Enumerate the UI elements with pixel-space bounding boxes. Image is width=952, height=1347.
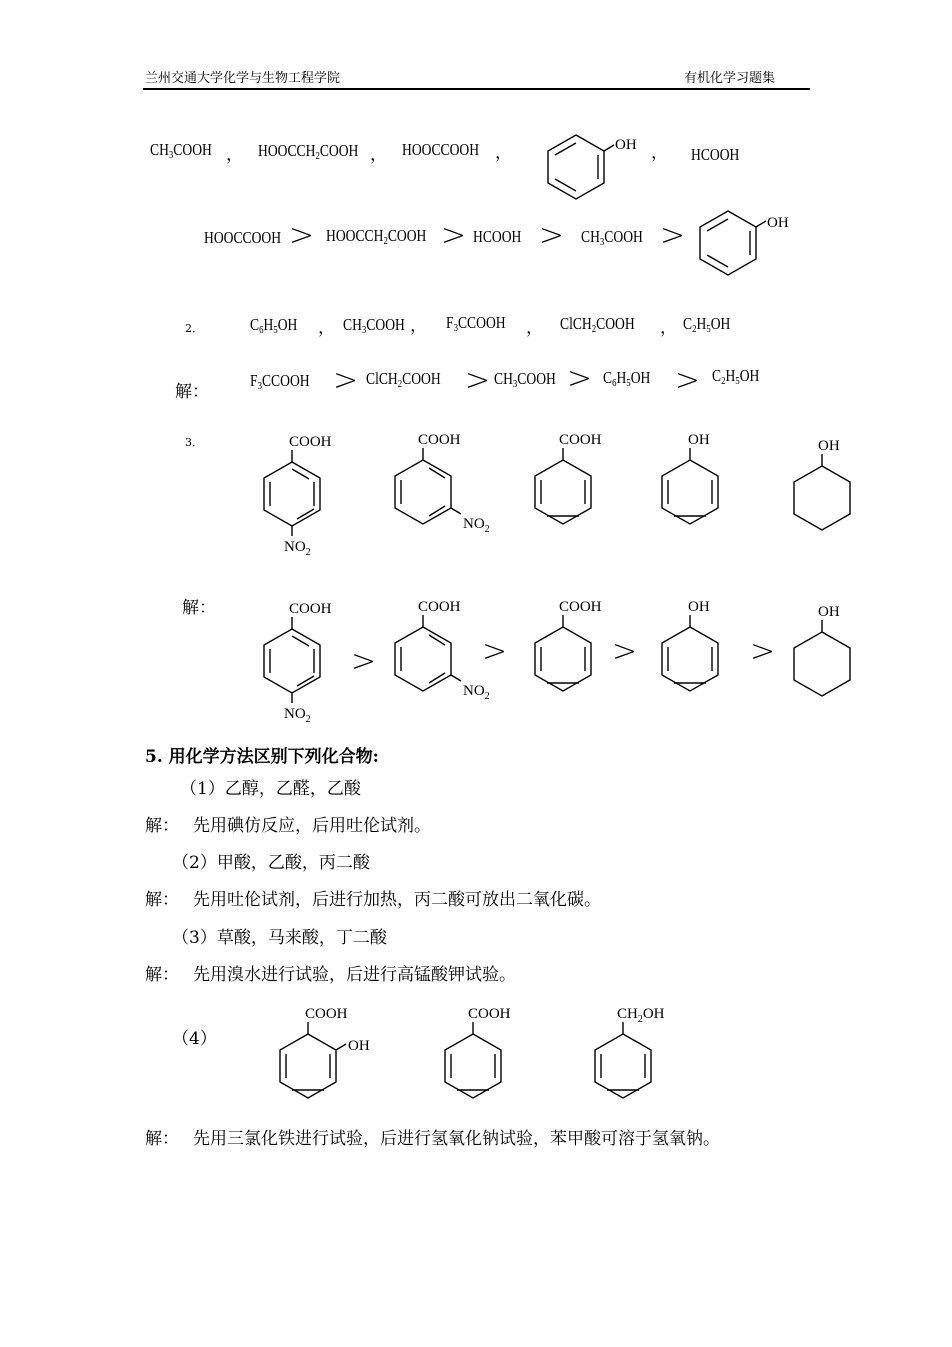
q2-answer-phenol: $C_6H_5OH$ bbox=[603, 368, 651, 389]
header-right: 有机化学习题集 bbox=[684, 71, 776, 86]
svg-text:OH: OH bbox=[818, 604, 840, 620]
q3-answer-phenol bbox=[660, 595, 740, 695]
q2-answer-chloroacetic: ClCH$_2$COOH bbox=[366, 369, 441, 390]
part1-answer-label: 解： bbox=[145, 816, 179, 836]
part4-benzyl-alcohol-structure bbox=[593, 1002, 693, 1102]
part4-answer: 先用三氯化铁进行试验，后进行氢氧化钠试验，苯甲酸可溶于氢氧钠。 bbox=[193, 1129, 720, 1149]
q1-sep: ， bbox=[370, 145, 387, 165]
header-rule bbox=[143, 88, 810, 90]
q1-item-ch3cooh: $CH_3COOH$ bbox=[150, 140, 212, 161]
svg-text:COOH: COOH bbox=[305, 1006, 348, 1022]
part2-answer-label: 解： bbox=[145, 890, 179, 910]
q2-item-tfa: $F_3CCOOH$ bbox=[446, 313, 506, 334]
q3-3-nitrobenzoic-structure bbox=[393, 428, 503, 538]
gt-symbol: > bbox=[567, 361, 593, 396]
q2-number: 2． bbox=[185, 322, 203, 335]
q1-answer-malonic: $HOOCCH_2COOH$ bbox=[326, 226, 427, 247]
q3-number: 3． bbox=[185, 436, 203, 449]
q1-sep: ， bbox=[226, 145, 243, 165]
q2-answer-acetic: $CH_3COOH$ bbox=[494, 369, 556, 390]
q1-sep: ， bbox=[651, 143, 668, 163]
q3-answer-4-nitrobenzoic bbox=[262, 597, 352, 727]
header-left: 兰州交通大学化学与生物工程学院 bbox=[145, 71, 341, 86]
part2-question: （2）甲酸，乙酸，丙二酸 bbox=[172, 853, 370, 873]
svg-text:NO2: $NO_2$ bbox=[463, 516, 490, 535]
q3-answer-label: 解： bbox=[182, 598, 216, 618]
part2-answer: 先用吐伦试剂，后进行加热，丙二酸可放出二氧化碳。 bbox=[193, 890, 601, 910]
q1-answer-acetic: $CH_3COOH$ bbox=[581, 227, 643, 248]
q2-item-ethanol: $C_2H_5OH$ bbox=[683, 314, 731, 335]
q1-item-oxalic: HOOCCOOH bbox=[402, 140, 480, 159]
q3-answer-benzoic bbox=[533, 595, 623, 695]
part4-salicylic-structure bbox=[278, 1002, 388, 1102]
gt-symbol: > bbox=[675, 363, 701, 398]
part4-question: （4） bbox=[172, 1029, 217, 1049]
svg-text:COOH: COOH bbox=[468, 1006, 511, 1022]
q1-sep: ， bbox=[660, 318, 677, 338]
q3-cyclohexanol-structure bbox=[792, 432, 872, 532]
svg-text:COOH: COOH bbox=[559, 432, 602, 448]
part1-answer: 先用碘仿反应，后用吐伦试剂。 bbox=[193, 816, 431, 836]
q1-answer-phenol-structure bbox=[698, 206, 798, 276]
svg-text:COOH: COOH bbox=[289, 601, 332, 617]
q1-phenol-oh: OH bbox=[615, 137, 637, 153]
q1-answer-oxalic: HOOCCOOH bbox=[204, 228, 282, 247]
part3-question: （3）草酸，马来酸，丁二酸 bbox=[172, 928, 387, 948]
q2-answer-tfa: $F_3CCOOH$ bbox=[250, 371, 310, 392]
q1-item-malonic: $HOOCCH_2COOH$ bbox=[258, 141, 359, 162]
gt-symbol: > bbox=[482, 634, 508, 669]
part1-question: （1）乙醇，乙醛，乙酸 bbox=[180, 779, 361, 799]
q1-phenol-structure bbox=[546, 130, 646, 200]
svg-text:COOH: COOH bbox=[289, 434, 332, 450]
q2-item-phenol: $C_6H_5OH$ bbox=[250, 315, 298, 336]
q1-sep: ， bbox=[318, 318, 335, 338]
q2-answer-label: 解： bbox=[175, 382, 209, 402]
svg-text:OH: OH bbox=[348, 1038, 370, 1054]
svg-text:CH2OH: $CH_2OH$ bbox=[617, 1006, 665, 1025]
section5-title: 5. 用化学方法区别下列化合物: bbox=[145, 747, 379, 767]
gt-symbol: > bbox=[351, 644, 377, 679]
gt-symbol: > bbox=[612, 634, 638, 669]
part4-answer-label: 解： bbox=[145, 1129, 179, 1149]
gt-symbol: > bbox=[750, 634, 776, 669]
q2-answer-ethanol: $C_2H_5OH$ bbox=[712, 366, 760, 387]
part3-answer-label: 解： bbox=[145, 965, 179, 985]
q3-phenol-structure bbox=[660, 428, 740, 528]
phenol-oh: OH bbox=[767, 215, 789, 231]
svg-text:OH: OH bbox=[688, 599, 710, 615]
gt-symbol: > bbox=[465, 363, 491, 398]
q1-sep: ， bbox=[526, 318, 543, 338]
q1-sep: ， bbox=[410, 316, 427, 336]
q1-sep: ， bbox=[495, 143, 512, 163]
svg-text:OH: OH bbox=[688, 432, 710, 448]
q3-answer-cyclohexanol bbox=[792, 598, 872, 698]
q3-4-nitrobenzoic-structure bbox=[262, 430, 352, 560]
svg-text:NO2: $NO_2$ bbox=[463, 683, 490, 702]
svg-text:OH: OH bbox=[818, 438, 840, 454]
part4-benzoic-structure bbox=[443, 1002, 533, 1102]
svg-text:NO2: $NO_2$ bbox=[284, 706, 311, 725]
svg-text:NO2: $NO_2$ bbox=[284, 539, 311, 558]
gt-symbol: > bbox=[660, 218, 686, 253]
q3-benzoic-structure bbox=[533, 428, 623, 528]
q1-item-hcooh: HCOOH bbox=[691, 145, 740, 164]
gt-symbol: > bbox=[333, 363, 359, 398]
gt-symbol: > bbox=[539, 218, 565, 253]
svg-text:COOH: COOH bbox=[559, 599, 602, 615]
svg-text:COOH: COOH bbox=[418, 599, 461, 615]
q2-item-acetic: $CH_3COOH$ bbox=[343, 315, 405, 336]
q2-item-chloroacetic: ClCH$_2$COOH bbox=[560, 314, 635, 335]
part3-answer: 先用溴水进行试验，后进行高锰酸钾试验。 bbox=[193, 965, 516, 985]
gt-symbol: > bbox=[289, 218, 315, 253]
svg-text:COOH: COOH bbox=[418, 432, 461, 448]
gt-symbol: > bbox=[441, 218, 467, 253]
q1-answer-hcooh: HCOOH bbox=[473, 227, 522, 246]
